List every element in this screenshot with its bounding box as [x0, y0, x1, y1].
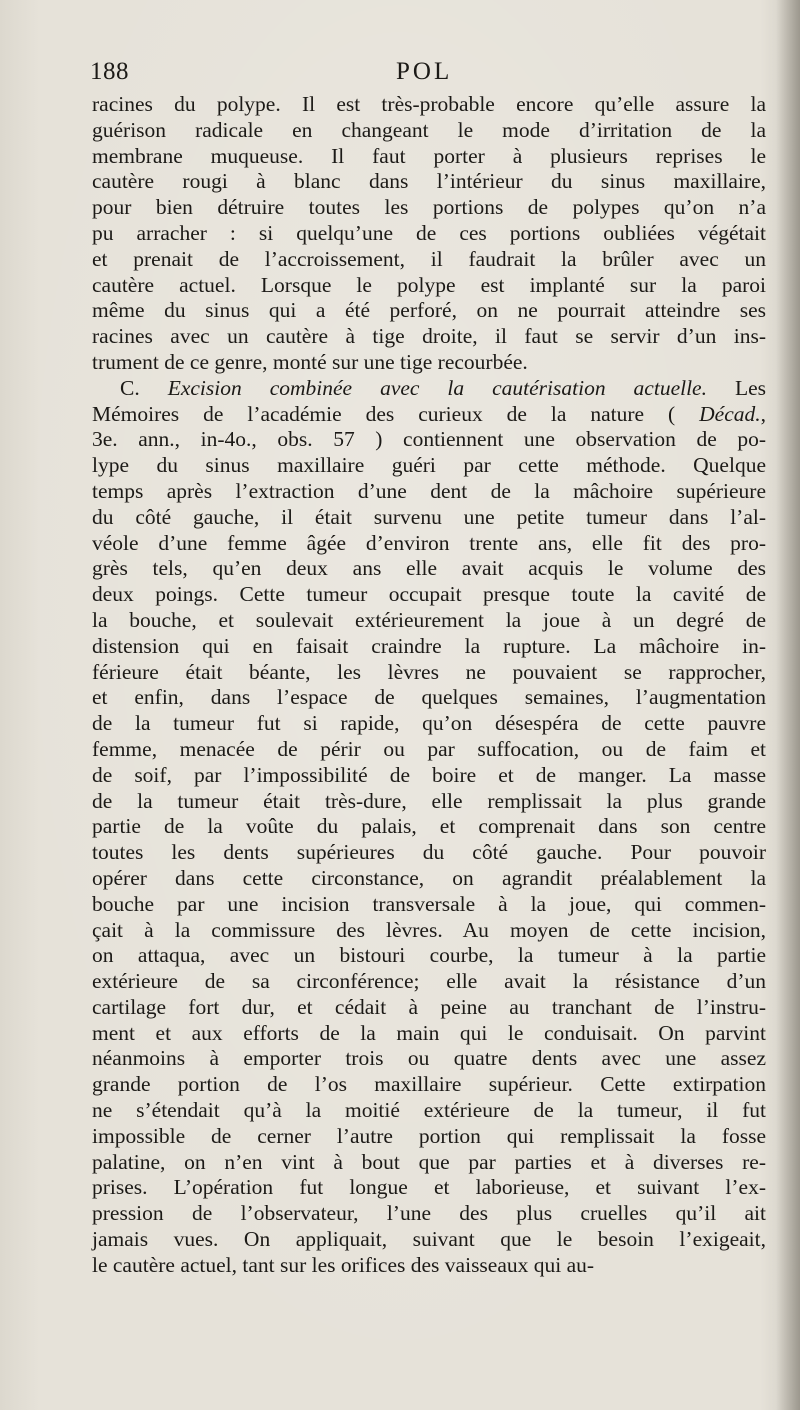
text-line: impossible de cerner l’autre portion qui remplissait la fosse — [92, 1123, 766, 1148]
text-line: jamais vues. On appliquait, suivant que le besoin l’exigeait, — [92, 1227, 766, 1252]
text-line: et prenait de l’accroissement, il faudrait la brûler avec un — [92, 246, 766, 271]
text-line: toutes les dents supérieures du côté gauche. Pour pouvoir — [92, 840, 766, 865]
text-line: de la tumeur était très-dure, elle remplissait la plus grande — [92, 788, 766, 813]
text-line: férieure était béante, les lèvres ne pouvaient se rapprocher, — [92, 659, 766, 684]
text-line: ment et aux efforts de la main qui le conduisait. On parvint — [92, 1020, 766, 1045]
text-line: néanmoins à emporter trois ou quatre dents avec une assez — [92, 1046, 766, 1071]
text-line: palatine, on n’en vint à bout que par parties et à diverses re- — [92, 1149, 766, 1174]
text-line: opérer dans cette circonstance, on agrandit préalablement la — [92, 865, 766, 890]
text-line: çait à la commissure des lèvres. Au moyen de cette incision, — [92, 917, 766, 942]
text-line: partie de la voûte du palais, et comprenait dans son centre — [92, 814, 766, 839]
text-line: 3e. ann., in-4o., obs. 57 ) contiennent une observation de po- — [92, 427, 766, 452]
text-line: extérieure de sa circonférence; elle avait la résistance d’un — [92, 969, 766, 994]
text-line: cautère rougi à blanc dans l’intérieur du sinus maxillaire, — [92, 169, 766, 194]
text-line: même du sinus qui a été perforé, on ne pourrait atteindre ses — [92, 298, 766, 323]
text-line: bouche par une incision transversale à la joue, qui commen- — [92, 891, 766, 916]
text-line: prises. L’opération fut longue et laborieuse, et suivant l’ex- — [92, 1175, 766, 1200]
running-head — [90, 58, 764, 92]
text-line: la bouche, et soulevait extérieurement la joue à un degré de — [92, 607, 766, 632]
text-line: pour bien détruire toutes les portions de polypes qu’on n’a — [92, 195, 766, 220]
text-line: grande portion de l’os maxillaire supérieur. Cette extirpation — [92, 1072, 766, 1097]
text-line: femme, menacée de périr ou par suffocation, ou de faim et — [92, 736, 766, 761]
italic-text-segment: Excision combinée avec la cautérisation actuelle. — [167, 375, 707, 400]
text-line — [92, 402, 766, 428]
text-line: le cautère actuel, tant sur les orifices des vaisseaux qui au- — [92, 1252, 595, 1277]
text-segment: Les — [706, 375, 767, 400]
page-number: 188 — [90, 58, 129, 85]
text-line: cautère actuel. Lorsque le polype est implanté sur la paroi — [92, 272, 766, 297]
text-line: trument de ce genre, monté sur une tige recourbée. — [92, 349, 528, 374]
text-line: pu arracher : si quelqu’une de ces portions oubliées végétait — [92, 220, 766, 245]
text-line: ne s’étendait qu’à la moitié extérieure de la tumeur, il fut — [92, 1098, 766, 1123]
text-line: membrane muqueuse. Il faut porter à plusieurs reprises le — [92, 143, 766, 168]
text-line: de la tumeur fut si rapide, qu’on désespéra de cette pauvre — [92, 711, 766, 736]
running-head-title: POL — [396, 58, 453, 85]
text-line: distension qui en faisait craindre la rupture. La mâchoire in- — [92, 633, 766, 658]
text-line: pression de l’observateur, l’une des plus cruelles qu’il ait — [92, 1201, 766, 1226]
text-line: cartilage fort dur, et cédait à peine au tranchant de l’instru- — [92, 994, 766, 1019]
text-segment: , — [760, 401, 766, 426]
text-line: de soif, par l’impossibilité de boire et de manger. La masse — [92, 762, 766, 787]
text-line: guérison radicale en changeant le mode d’irritation de la — [92, 117, 766, 142]
text-line: temps après l’extraction d’une dent de la mâchoire supérieure — [92, 478, 766, 503]
text-line: grès tels, qu’en deux ans elle avait acquis le volume des — [92, 556, 766, 581]
text-line: du côté gauche, il était survenu une petite tumeur dans l’al- — [92, 504, 766, 529]
text-line: on attaqua, avec un bistouri courbe, la tumeur à la partie — [92, 943, 766, 968]
page-edge-shadow — [776, 0, 800, 1410]
text-line: deux poings. Cette tumeur occupait presque toute la cavité de — [92, 582, 766, 607]
text-line: lype du sinus maxillaire guéri par cette méthode. Quelque — [92, 453, 766, 478]
text-line: et enfin, dans l’espace de quelques semaines, l’augmentation — [92, 685, 766, 710]
text-line: racines du polype. Il est très-probable encore qu’elle assure la — [92, 92, 766, 116]
body-text — [92, 92, 766, 1279]
text-line: racines avec un cautère à tige droite, il faut se servir d’un ins- — [92, 324, 766, 349]
italic-text-segment: Décad. — [699, 401, 761, 426]
text-segment: Mémoires de l’académie des curieux de la nature ( — [92, 401, 700, 426]
text-line — [92, 376, 766, 402]
text-line: véole d’une femme âgée d’environ trente ans, elle fit des pro- — [92, 530, 766, 555]
text-segment: C. — [120, 375, 168, 400]
